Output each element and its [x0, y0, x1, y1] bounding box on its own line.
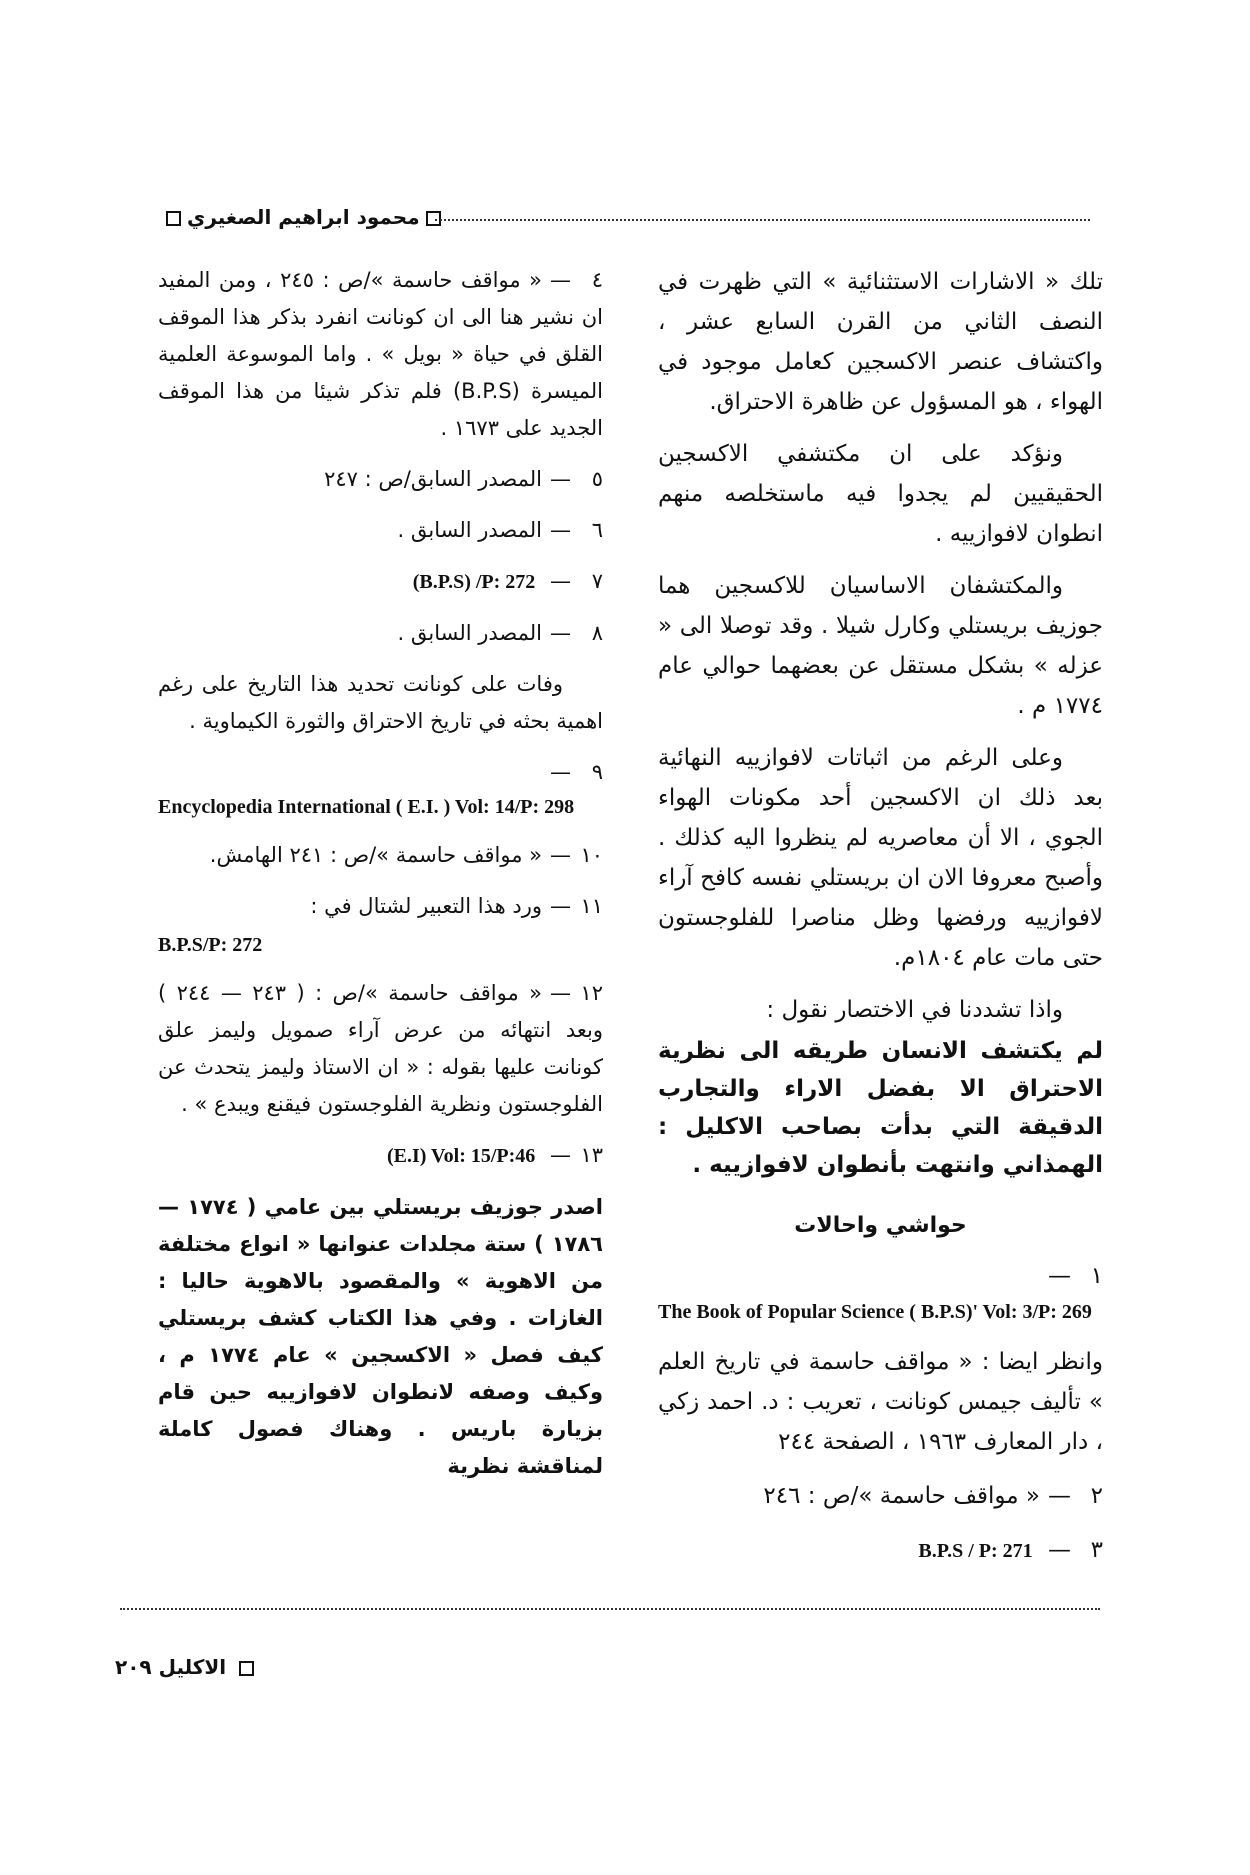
bold-quote: لم يكتشف الانسان طريقه الى نظرية الاحتراق الا بفضل الاراء والتجارب الدقيقة التي بدأت بصاحب الاكليل : الهمذاني وانتهت بأنطوان لافوازييه . [658, 1038, 1103, 1178]
footnote-text: المصدر السابق/ص : ٢٤٧ [324, 467, 542, 491]
footnote: ١٢—« مواقف حاسمة »/ص : ( ٢٤٣ — ٢٤٤ ) وبعد انتهائه من عرض آراء صمويل وليمز علق كونانت عليها بقوله : « ان الاستاذ وليمز يتحدث عن الفلوجستون ونظرية الفلوجستون فيقنع ويبدع » . [158, 975, 603, 1123]
footnote-reference: Encyclopedia International ( E.I. ) Vol: 14/P: 298 [158, 796, 575, 818]
footnote-text: وفات على كونانت تحديد هذا التاريخ على رغم اهمية بحثه في تاريخ الاحتراق والثورة الكيماوية . [158, 672, 603, 733]
paragraph: تلك « الاشارات الاستثنائية » التي ظهرت في النصف الثاني من القرن السابع عشر ، واكتشاف عنصر الاكسجين كعامل موجود في الهواء ، هو المسؤول عن ظاهرة الاحتراق. [658, 269, 1103, 415]
footer-dotted-rule [120, 1608, 1100, 1610]
footnote-number: ٢ [1090, 1483, 1103, 1509]
square-bullet-icon [166, 211, 181, 226]
footnote: ٢—« مواقف حاسمة »/ص : ٢٤٦ [658, 1476, 1103, 1516]
footnote: ٤—« مواقف حاسمة »/ص : ٢٤٥ ، ومن المفيد ان نشير هنا الى ان كونانت انفرد بذكر هذا الموقف القلق في حياة « بويل » . واما الموسوعة العلمية الميسرة (B.P.S) فلم تذكر شيئا من هذا الموقف الجديد على ١٦٧٣ . [158, 262, 603, 447]
footnote [158, 929, 603, 961]
footnote-number: ١٣ [580, 1143, 603, 1167]
footnote [158, 1189, 603, 1485]
footnote-text: « مواقف حاسمة »/ص : ٢٤٦ [763, 1483, 1040, 1509]
running-header [160, 205, 1090, 235]
footnote: ١١—ورد هذا التعبير لشتال في : [158, 888, 603, 925]
footnote-number: ٩ [591, 760, 603, 784]
footnote-number: ١٢ [580, 981, 603, 1005]
paragraph: واذا تشددنا في الاختصار نقول : [766, 997, 1063, 1023]
footnote-number: ٦ [591, 518, 603, 542]
page-footer [115, 1655, 260, 1679]
footnote-text: المصدر السابق . [397, 621, 542, 645]
footnote-number: ١ [1090, 1263, 1103, 1289]
footnote [658, 1342, 1103, 1462]
footnote: ٦—المصدر السابق . [158, 512, 603, 549]
footnote-text: « مواقف حاسمة »/ص : ٢٤١ الهامش. [209, 843, 542, 867]
footnote-reference: The Book of Popular Science ( B.P.S)' Vol: 3/P: 269 [658, 1301, 1092, 1323]
footnote-number: ٧ [591, 569, 603, 593]
header-author-line [160, 205, 447, 229]
footnote-reference: (B.P.S) /P: 272 [412, 571, 536, 593]
footnote-text: المصدر السابق . [397, 518, 542, 542]
footnote-reference: B.P.S/P: 272 [158, 934, 263, 956]
footnote: ٣— B.P.S / P: 271 [658, 1530, 1103, 1571]
section-title: حواشي واحالات [794, 1213, 967, 1238]
footnote: ٩— Encyclopedia International ( E.I. ) Vol: 14/P: 298 [158, 754, 603, 823]
paragraph: ونؤكد على ان مكتشفي الاكسجين الحقيقيين لم يجدوا فيه ماستخلصه منهم انطوان لافوازييه . [658, 441, 1103, 547]
footnote-text: اصدر جوزيف بريستلي بين عامي ( ١٧٧٤ — ١٧٨٦ ) ستة مجلدات عنوانها « انواع مختلفة من الاهوية » والمقصود بالاهوية حاليا : الغازات . وفي هذا الكتاب كشف بريستلي كيف فصل « الاكسجين » عام ١٧٧٤ م ، وكيف وصفه لانطوان لافوازييه حين قام بزيارة باريس . وهناك فصول كاملة لمناقشة نظرية [158, 1195, 604, 1478]
footnote: ٧— (B.P.S) /P: 272 [158, 563, 603, 601]
journal-name: الاكليل [158, 1655, 227, 1679]
footnote-number: ٤ [591, 268, 603, 292]
paragraph: وعلى الرغم من اثباتات لافوازييه النهائية بعد ذلك ان الاكسجين أحد مكونات الهواء الجوي ، الا أن معاصريه لم ينظروا اليه كذلك . وأصبح معروفا الان ان بريستلي نفسه كافح آراء لافوازييه ورفضها وظل مناصرا للفلوجستون حتى مات عام ١٨٠٤م. [658, 745, 1103, 971]
footnote: ١— The Book of Popular Science ( B.P.S)' Vol: 3/P: 269 [658, 1256, 1103, 1328]
footnote-text: ورد هذا التعبير لشتال في : [310, 894, 542, 918]
footnote-text: « مواقف حاسمة »/ص : ٢٤٥ ، ومن المفيد ان نشير هنا الى ان كونانت انفرد بذكر هذا الموقف القلق في حياة « بويل » . واما الموسوعة العلمية الميسرة (B.P.S) فلم تذكر شيئا من هذا الموقف الجديد على ١٦٧٣ . [158, 268, 604, 440]
footnote-number: ١١ [580, 894, 603, 918]
footnote: ١٠—« مواقف حاسمة »/ص : ٢٤١ الهامش. [158, 837, 603, 874]
footnote-text: « مواقف حاسمة »/ص : ( ٢٤٣ — ٢٤٤ ) وبعد انتهائه من عرض آراء صمويل وليمز علق كونانت عليها بقوله : « ان الاستاذ وليمز يتحدث عن الفلوجستون ونظرية الفلوجستون فيقنع ويبدع » . [158, 981, 603, 1116]
header-author: محمود ابراهيم الصغيري [187, 205, 420, 229]
page-number: ٢٠٩ [115, 1655, 152, 1679]
paragraph: والمكتشفان الاساسيان للاكسجين هما جوزيف بريستلي وكارل شيلا . وقد توصلا الى « عزله » بشكل مستقل عن بعضهما حوالي عام ١٧٧٤ م . [658, 573, 1103, 719]
footnote: ٥—المصدر السابق/ص : ٢٤٧ [158, 461, 603, 498]
footnote-number: ٣ [1090, 1537, 1103, 1563]
footnote: ٨—المصدر السابق . [158, 615, 603, 652]
left-column [158, 262, 603, 1499]
footnote-number: ٨ [591, 621, 603, 645]
square-bullet-icon [239, 1661, 254, 1676]
right-column [658, 262, 1103, 1585]
footnote: ١٣— (E.I) Vol: 15/P:46 [158, 1137, 603, 1175]
footnote-reference: (E.I) Vol: 15/P:46 [386, 1145, 536, 1167]
footnote [158, 666, 603, 740]
footnote-reference: B.P.S / P: 271 [918, 1540, 1033, 1562]
footnote-number: ٥ [591, 467, 603, 491]
header-dotted-rule [435, 219, 1090, 221]
footnote-text: وانظر ايضا : « مواقف حاسمة في تاريخ العلم » تأليف جيمس كونانت ، تعريب : د. احمد زكي ، دار المعارف ١٩٦٣ ، الصفحة ٢٤٤ [658, 1349, 1103, 1455]
footnote-number: ١٠ [580, 843, 603, 867]
